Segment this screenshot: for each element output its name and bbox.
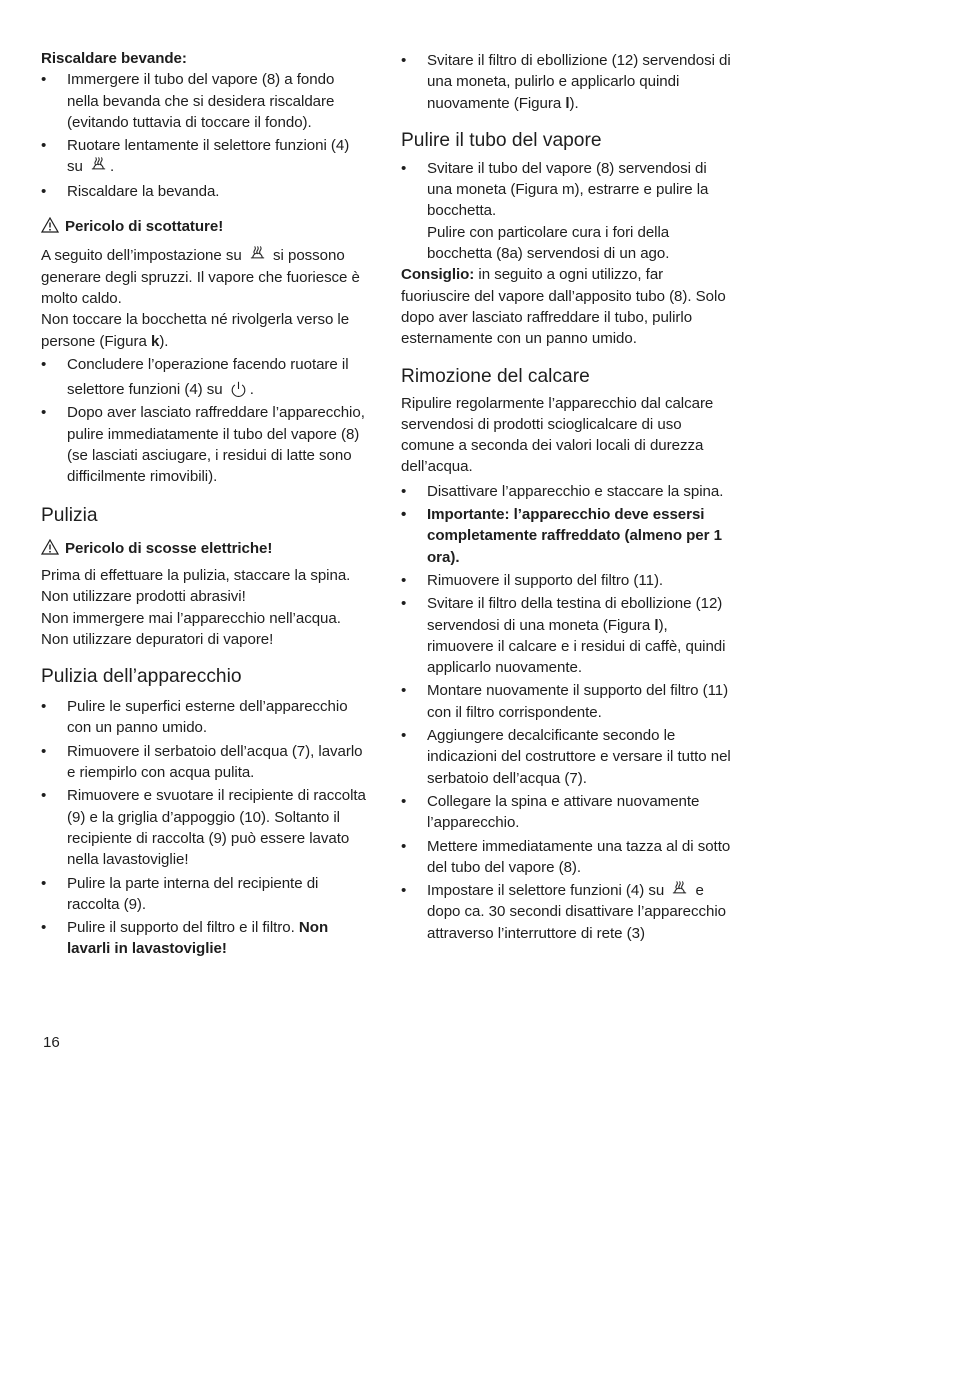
list-item: • Pulire il supporto del filtro e il filtro. Non lavarli in lavastoviglie!	[41, 917, 366, 960]
section-heading-tubo: Pulire il tubo del vapore	[401, 129, 602, 151]
list-item: • Concludere l’operazione facendo ruotare il selettore funzioni (4) su .	[41, 354, 366, 401]
paragraph: Prima di effettuare la pulizia, staccare la spina.	[41, 566, 351, 584]
list-item: • Rimuovere e svuotare il recipiente di raccolta (9) e la griglia d’appoggio (10). Soltanto il recipiente di raccolta (9) può essere lavato nella lavastoviglie!	[41, 785, 366, 870]
list-item-text: su	[67, 158, 83, 176]
list-item: • Svitare il filtro della testina di ebollizione (12) servendosi di una moneta (Figura l), rimuovere il calcare e i residui di caffè, quindi applicarlo nuovamente.	[401, 593, 731, 678]
paragraph: Non immergere mai l’apparecchio nell’acqua.	[41, 609, 341, 627]
steam-icon	[248, 246, 267, 264]
list-item	[41, 69, 366, 133]
left-column	[41, 48, 366, 960]
list-item-text: Ruotare lentamente il selettore funzioni (4)	[67, 137, 350, 155]
list-item: • Svitare il tubo del vapore (8) servendosi di una moneta (Figura m), estrarre e pulire la bocchetta. Pulire con particolare cura i fori della bocchetta (8a) servendosi di un ago.	[401, 158, 731, 264]
warning-shock: Pericolo di scosse elettriche!	[41, 538, 366, 559]
paragraph: Non utilizzare prodotti abrasivi!	[41, 588, 246, 606]
list-item	[41, 181, 366, 202]
paragraph: Ripulire regolarmente l’apparecchio dal calcare servendosi di prodotti scioglicalcare di uso comune a seconda dei valori locali di durezza dell’acqua.	[401, 394, 714, 476]
list-item: • Mettere immediatamente una tazza al di sotto del tubo del vapore (8).	[401, 836, 731, 879]
section-heading-apparecchio: Pulizia dell’apparecchio	[41, 666, 242, 688]
list-item: • Aggiungere decalcificante secondo le indicazioni del costruttore e versare il tutto nel serbatoio dell’acqua (7).	[401, 725, 731, 789]
list-item: • Dopo aver lasciato raffreddare l’apparecchio, pulire immediatamente il tubo del vapore (8) (se lasciati asciugare, i residui di latte sono difficilmente rimovibili).	[41, 402, 366, 487]
paragraph: Non utilizzare depuratori di vapore!	[41, 630, 274, 648]
list-item: • Pulire la parte interna del recipiente di raccolta (9).	[41, 873, 366, 916]
list-item: • Importante: l’apparecchio deve essersi completamente raffreddato (almeno per 1 ora).	[401, 504, 731, 568]
warning-icon	[41, 539, 59, 555]
list-item-text: Immergere il tubo del vapore (8) a fondo nella bevanda che si desidera riscaldare (evitando tuttavia di toccare il fondo).	[67, 71, 335, 131]
steam-icon	[670, 881, 689, 899]
paragraph: Non toccare la bocchetta né rivolgerla verso le persone (Figura k).	[41, 311, 350, 350]
list-item: • Ruotare lentamente il selettore funzioni (4) su .	[41, 135, 366, 178]
list-item: • Disattivare l’apparecchio e staccare la spina.	[401, 481, 731, 502]
heat-title: Riscaldare bevande:	[41, 50, 187, 67]
section-heading-pulizia: Pulizia	[41, 504, 98, 526]
paragraph: A seguito dell’impostazione su si possono generare degli spruzzi. Il vapore che fuoriesce è molto caldo.	[41, 247, 360, 307]
steam-icon	[89, 157, 108, 175]
list-item: • Rimuovere il serbatoio dell’acqua (7), lavarlo e riempirlo con acqua pulita.	[41, 741, 366, 784]
list-item-text: Riscaldare la bevanda.	[67, 182, 220, 200]
list-item: • Svitare il filtro di ebollizione (12) servendosi di una moneta, pulirlo e applicarlo quindi nuovamente (Figura l).	[401, 50, 731, 114]
warning-icon	[41, 217, 59, 233]
power-icon	[229, 380, 248, 398]
tip-paragraph: Consiglio: in seguito a ogni utilizzo, far fuoriuscire del vapore dall’apposito tubo (8). Solo dopo aver lasciato raffreddare il tubo, pulirlo esternamente con un panno umido.	[401, 266, 726, 348]
list-item: • Pulire le superfici esterne dell’apparecchio con un panno umido.	[41, 696, 366, 739]
warning-scald: Pericolo di scottature!	[41, 216, 366, 237]
list-item: • Collegare la spina e attivare nuovamente l’apparecchio.	[401, 791, 731, 834]
list-item: • Rimuovere il supporto del filtro (11).	[401, 570, 731, 591]
list-item: • Montare nuovamente il supporto del filtro (11) con il filtro corrispondente.	[401, 680, 731, 723]
list-item: • Impostare il selettore funzioni (4) su e dopo ca. 30 secondi disattivare l’apparecchio attraverso l’interruttore di rete (3)	[401, 880, 731, 944]
right-column	[401, 50, 731, 944]
section-heading-calcare: Rimozione del calcare	[401, 365, 590, 387]
page-number: 16	[43, 1034, 60, 1051]
